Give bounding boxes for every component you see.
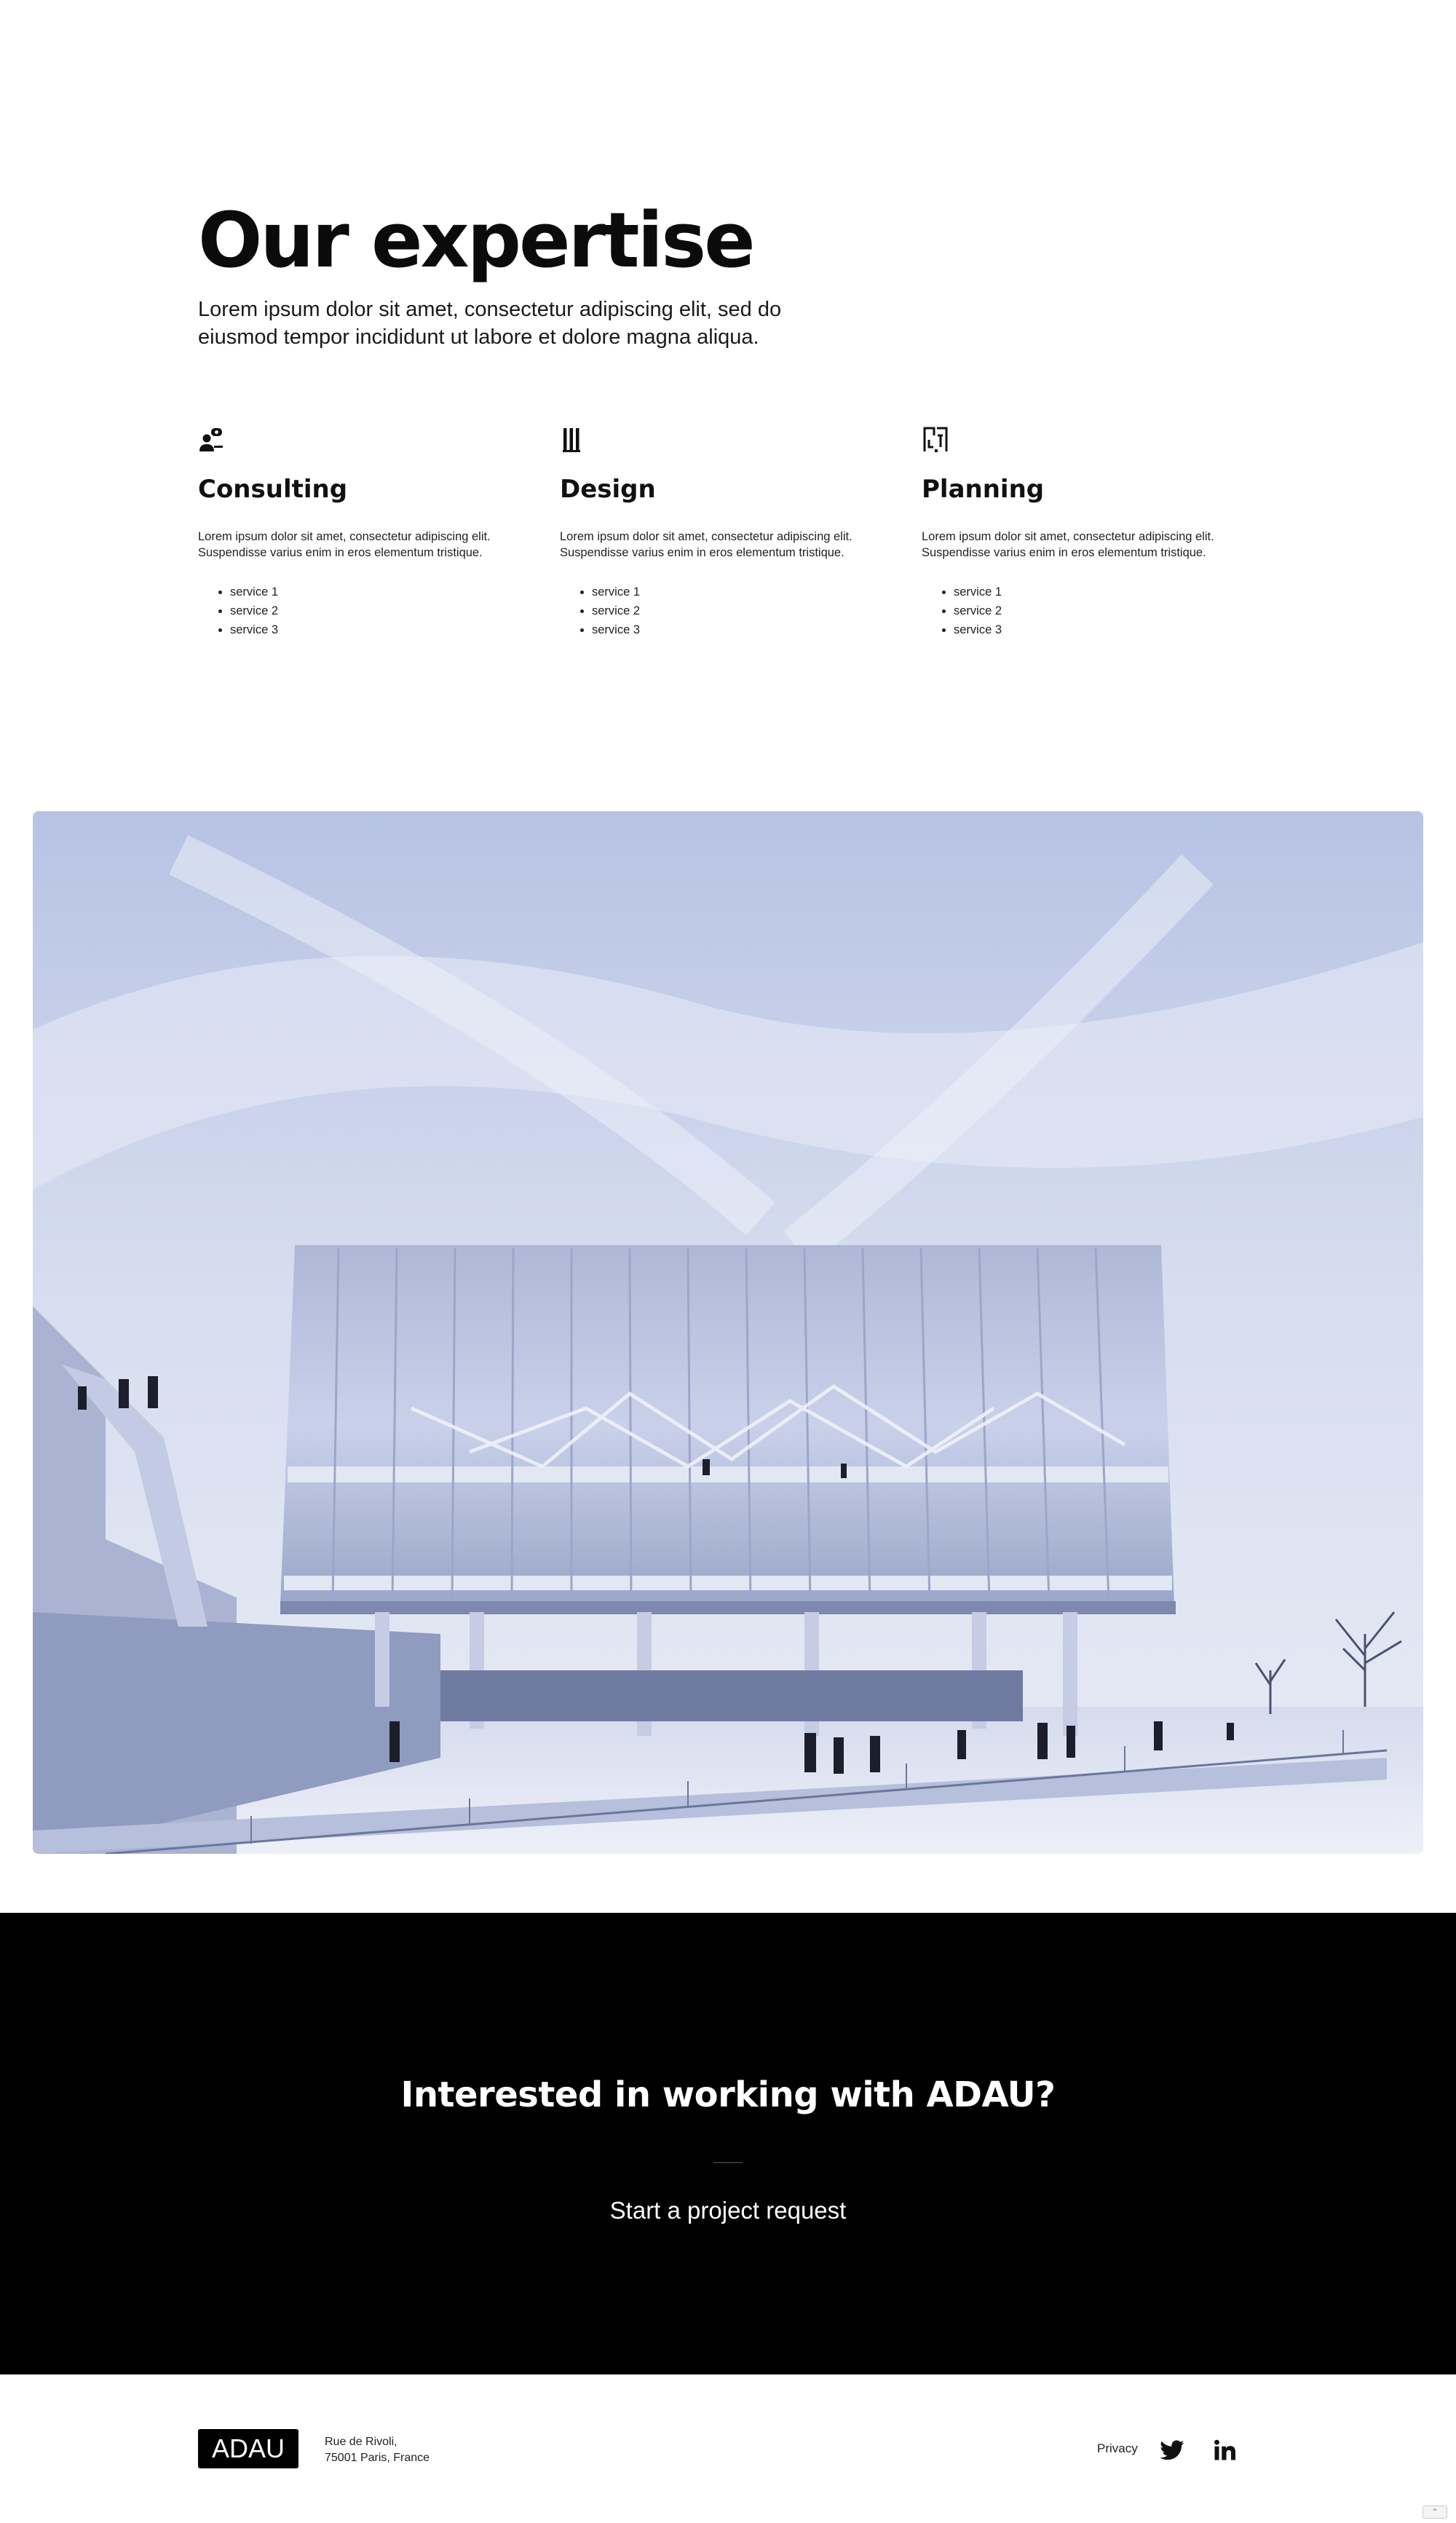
list-item: • service 3 (230, 620, 533, 639)
cta-title: Interested in working with ADAU? (400, 2074, 1056, 2115)
list-item: • service 2 (954, 601, 1257, 620)
service-column-design (560, 425, 895, 639)
service-column-planning (922, 425, 1257, 639)
expertise-section (198, 197, 1261, 351)
cta-section (0, 1913, 1456, 2374)
intro-text: Lorem ipsum dolor sit amet, consectetur adipiscing elit, sed do eiusmod tempor incididunt ut labore et dolore magna aliqua. (198, 298, 782, 349)
list-item: • service 3 (954, 620, 1257, 639)
cta-divider (713, 2162, 743, 2163)
list-item: • service 3 (592, 620, 895, 639)
list-item: • service 2 (592, 601, 895, 620)
consulting-icon (198, 425, 224, 454)
service-title: Design (560, 475, 656, 504)
service-description: Lorem ipsum dolor sit amet, consectetur adipiscing elit. Suspendisse varius enim in eros elementum tristique. (198, 530, 491, 559)
address-line: 75001 Paris, France (325, 2452, 430, 2464)
service-description: Lorem ipsum dolor sit amet, consectetur adipiscing elit. Suspendisse varius enim in eros elementum tristique. (560, 530, 852, 559)
services-grid (198, 425, 1290, 658)
logo[interactable]: ADAU (198, 2429, 298, 2468)
service-title: Consulting (198, 475, 348, 504)
hero-image (33, 811, 1423, 1854)
service-list (198, 583, 533, 639)
service-list (922, 583, 1257, 639)
service-description: Lorem ipsum dolor sit amet, consectetur adipiscing elit. Suspendisse varius enim in eros elementum tristique. (922, 530, 1214, 559)
design-icon (560, 425, 586, 454)
service-list (560, 583, 895, 639)
footer (0, 2374, 1456, 2523)
building-render-illustration (33, 811, 1423, 1854)
privacy-link[interactable]: Privacy (1097, 2441, 1138, 2455)
page-title: Our expertise (198, 196, 753, 285)
service-title: Planning (922, 475, 1045, 504)
list-item: • service 1 (592, 583, 895, 601)
scroll-to-top-button[interactable]: ⌃ (1423, 2506, 1447, 2519)
linkedin-icon[interactable] (1211, 2437, 1238, 2463)
service-column-consulting (198, 425, 533, 639)
list-item: • service 1 (230, 583, 533, 601)
address (325, 2434, 430, 2466)
address-line: Rue de Rivoli, (325, 2436, 397, 2448)
list-item: • service 2 (230, 601, 533, 620)
list-item: • service 1 (954, 583, 1257, 601)
planning-icon (922, 425, 948, 454)
start-project-link[interactable]: Start a project request (609, 2197, 847, 2224)
twitter-icon[interactable] (1159, 2437, 1185, 2463)
